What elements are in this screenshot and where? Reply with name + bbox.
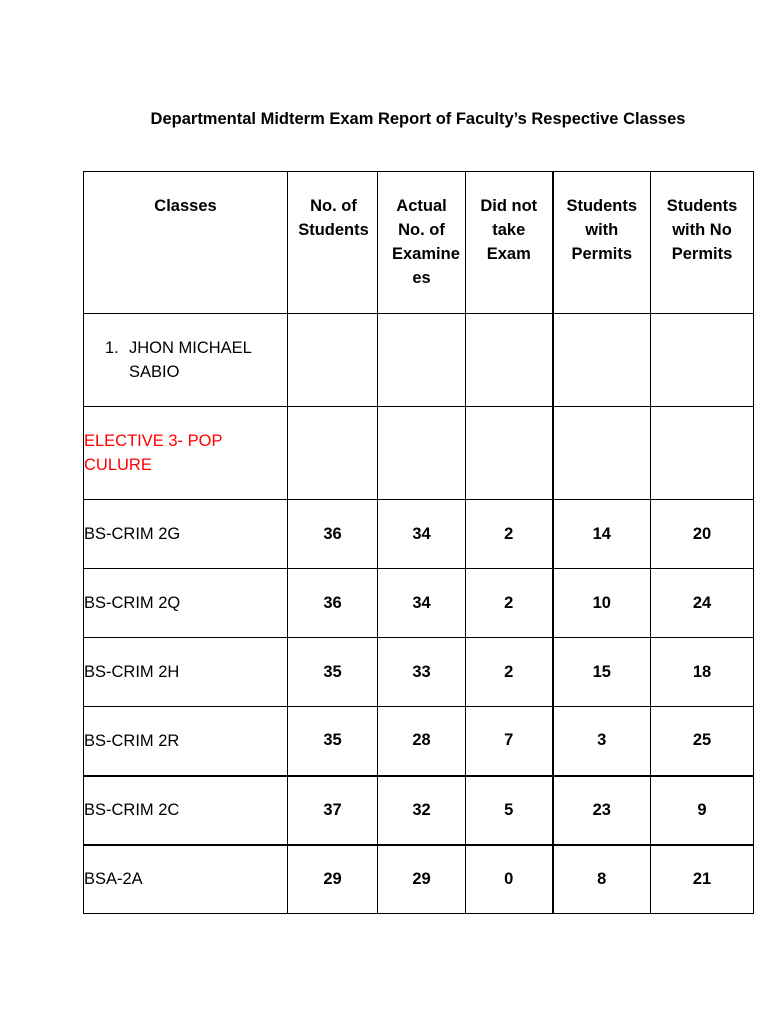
did-not-take-count: 2 xyxy=(466,569,553,638)
permits-count: 8 xyxy=(553,845,651,914)
permits-count: 14 xyxy=(553,500,651,569)
permits-count: 3 xyxy=(553,707,651,776)
subject-row xyxy=(84,407,754,500)
class-name: BS-CRIM 2R xyxy=(84,707,288,776)
no-permits-count: 24 xyxy=(651,569,754,638)
table-row xyxy=(84,569,754,638)
students-count: 36 xyxy=(288,500,378,569)
did-not-take-count: 2 xyxy=(466,638,553,707)
class-name: BS-CRIM 2Q xyxy=(84,569,288,638)
table-row xyxy=(84,638,754,707)
actual-examinees-count: 33 xyxy=(378,638,466,707)
class-name: BS-CRIM 2G xyxy=(84,500,288,569)
class-name: BS-CRIM 2C xyxy=(84,776,288,845)
actual-examinees-count: 28 xyxy=(378,707,466,776)
permits-count: 15 xyxy=(553,638,651,707)
table-row xyxy=(84,776,754,845)
actual-examinees-count: 29 xyxy=(378,845,466,914)
permits-count: 23 xyxy=(553,776,651,845)
header-with-permits: Students with Permits xyxy=(553,172,651,314)
students-count: 35 xyxy=(288,707,378,776)
header-no-permits: Students with No Permits xyxy=(651,172,754,314)
header-actual-examinees: Actual No. of Examine es xyxy=(378,172,466,314)
actual-examinees-count: 34 xyxy=(378,500,466,569)
faculty-name: JHON MICHAEL SABIO xyxy=(129,339,252,381)
table-row xyxy=(84,707,754,776)
students-count: 35 xyxy=(288,638,378,707)
no-permits-count: 21 xyxy=(651,845,754,914)
no-permits-count: 25 xyxy=(651,707,754,776)
did-not-take-count: 7 xyxy=(466,707,553,776)
actual-examinees-count: 32 xyxy=(378,776,466,845)
actual-examinees-count: 34 xyxy=(378,569,466,638)
faculty-index: 1. xyxy=(105,339,119,357)
students-count: 37 xyxy=(288,776,378,845)
exam-report-table xyxy=(83,171,754,914)
class-name: BS-CRIM 2H xyxy=(84,638,288,707)
no-permits-count: 18 xyxy=(651,638,754,707)
page-title: Departmental Midterm Exam Report of Faculty’s Respective Classes xyxy=(150,110,686,128)
header-row xyxy=(84,172,754,314)
header-no-of-students: No. of Students xyxy=(288,172,378,314)
no-permits-count: 9 xyxy=(651,776,754,845)
no-permits-count: 20 xyxy=(651,500,754,569)
faculty-cell xyxy=(84,314,288,407)
did-not-take-count: 5 xyxy=(466,776,553,845)
header-did-not-take: Did not take Exam xyxy=(466,172,553,314)
table-row xyxy=(84,845,754,914)
students-count: 29 xyxy=(288,845,378,914)
header-classes: Classes xyxy=(84,172,288,314)
did-not-take-count: 2 xyxy=(466,500,553,569)
faculty-row xyxy=(84,314,754,407)
permits-count: 10 xyxy=(553,569,651,638)
did-not-take-count: 0 xyxy=(466,845,553,914)
subject-name: ELECTIVE 3- POP CULURE xyxy=(84,432,223,474)
students-count: 36 xyxy=(288,569,378,638)
class-name: BSA-2A xyxy=(84,845,288,914)
table-row xyxy=(84,500,754,569)
